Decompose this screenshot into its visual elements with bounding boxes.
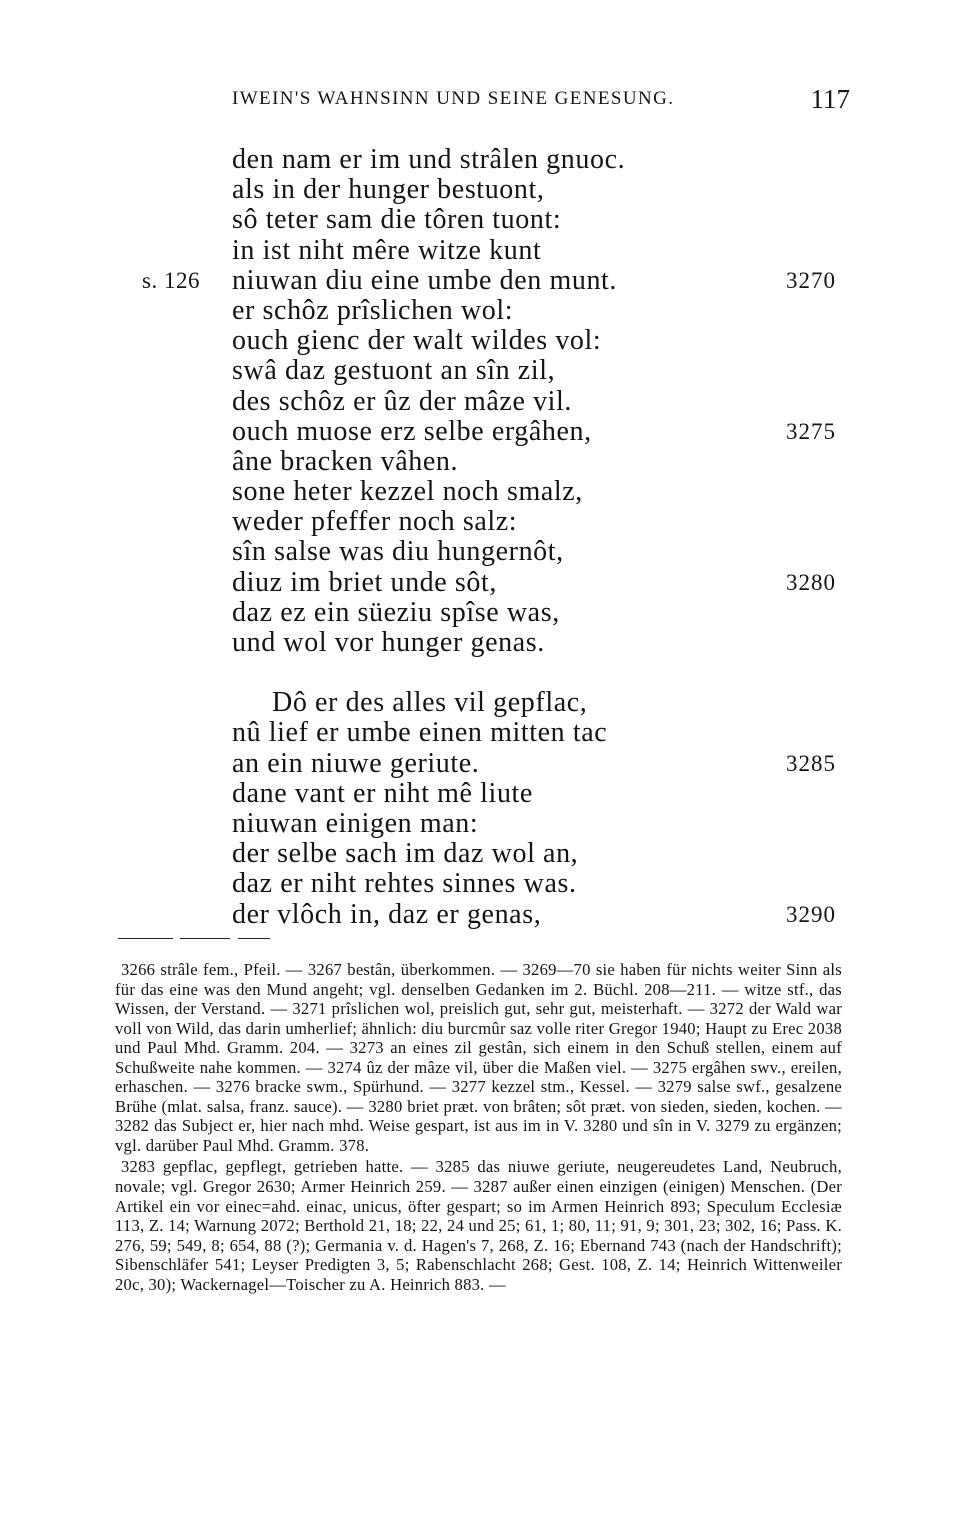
verse-line: an ein niuwe geriute. 3285 xyxy=(232,747,836,779)
verse-line: ouch muose erz selbe ergâhen, 3275 xyxy=(232,415,836,447)
line-number: 3270 xyxy=(786,267,836,293)
verse-text xyxy=(142,144,852,930)
verse-line: er schôz prîslichen wol: xyxy=(232,294,514,326)
verse-line: weder pfeffer noch salz: xyxy=(232,506,518,538)
verse-line: s. 126 niuwan diu eine umbe den munt. 3270 xyxy=(142,264,836,296)
verse-line: daz er niht rehtes sinnes was. xyxy=(232,868,577,900)
note-paragraph: 3283 gepflac, gepflegt, getrieben hatte. — 3285 das niuwe geriute, neugereudetes Land, Neubruch, novale; vgl. Gregor 2630; Armer Heinrich 259. — 3287 außer einen einzigen (einigen) Menschen. (Der Artikel ein vor einec=ahd. einac, unicus, öfter gespart; so im Armen Heinrich 893; Speculum Ecclesiæ 113, Z. 14; Warnung 2072; Berthold 21, 18; 22, 24 und 25; 61, 1; 80, 11; 91, 9; 301, 23; 302, 16; Pass. K. 276, 59; 549, 8; 654, 88 (?); Germania v. d. Hagen's 7, 268, Z. 16; Ebernand 743 (nach der Handschrift); Sibenschläfer 541; Leyser Predigten 3, 5; Rabenschlacht 268; Gest. 108, Z. 14; Heinrich Wittenweiler 20c, 30); Wackernagel—Toischer zu A. Heinrich 883. — xyxy=(115,1157,842,1294)
line-number: 3285 xyxy=(786,750,836,776)
verse-line: âne bracken vâhen. xyxy=(232,445,459,477)
verse-line: swâ daz gestuont an sîn zil, xyxy=(232,355,556,387)
page-header xyxy=(232,86,852,120)
verse-line: der vlôch in, daz er genas, 3290 xyxy=(232,898,836,930)
page-reference: s. 126 xyxy=(142,267,200,293)
line-number: 3280 xyxy=(786,569,836,595)
verse-line: dane vant er niht mê liute xyxy=(232,777,533,809)
verse-line: sîn salse was diu hungernôt, xyxy=(232,536,564,568)
note-paragraph: 3266 strâle fem., Pfeil. — 3267 bestân, überkommen. — 3269—70 sie haben für nichts weiter Sinn als für das eine was den Mund angeht; vgl. denselben Gedanken im 2. Büchl. 208—211. — witze stf., das Wissen, der Verstand. — 3271 prîslichen wol, preislich gut, sehr gut, meisterhaft. — 3272 der Wald war voll von Wild, das darin umherlief; ähnlich: diu burcmûr saz volle riter Gregor 1940; Haupt zu Erec 2038 und Paul Mhd. Gramm. 204. — 3273 an eines zil gestân, sich einem in den Schuß stellen, einem auf Schußweite nahe kommen. — 3274 ûz der mâze vil, über die Maßen viel. — 3275 ergâhen swv., ereilen, erhaschen. — 3276 bracke swm., Spürhund. — 3277 kezzel stm., Kessel. — 3279 salse swf., gesalzene Brühe (mlat. salsa, franz. sauce). — 3280 briet præt. von brâten; sôt præt. von sieden, sieden, kochen. — 3282 das Subject er, hier nach mhd. Weise gespart, ist aus im in V. 3280 und sîn in V. 3279 zu ergänzen; vgl. darüber Paul Mhd. Gramm. 378. xyxy=(115,960,842,1155)
verse-line: der selbe sach im daz wol an, xyxy=(232,838,579,870)
verse-line: ouch gienc der walt wildes vol: xyxy=(232,325,602,357)
verse-line: diuz im briet unde sôt, 3280 xyxy=(232,566,836,598)
verse-line: als in der hunger bestuont, xyxy=(232,174,545,206)
verse-line: und wol vor hunger genas. xyxy=(232,627,545,658)
verse-line: nû lief er umbe einen mitten tac xyxy=(232,717,608,749)
line-number: 3275 xyxy=(786,418,836,444)
verse-line: Dô er des alles vil gepflac, xyxy=(272,687,588,719)
line-number: 3290 xyxy=(786,901,836,927)
verse-line: sô teter sam die tôren tuont: xyxy=(232,204,562,236)
verse-line: daz ez ein süeziu spîse was, xyxy=(232,596,560,628)
commentary-notes xyxy=(115,960,842,1294)
verse-line: niuwan einigen man: xyxy=(232,807,479,839)
verse-line: des schôz er ûz der mâze vil. xyxy=(232,385,573,417)
verse-line: in ist niht mêre witze kunt xyxy=(232,234,542,266)
running-head: IWEIN'S WAHNSINN UND SEINE GENESUNG. xyxy=(232,88,675,109)
page-number: 117 xyxy=(810,84,850,114)
verse-line: den nam er im und strâlen gnuoc. xyxy=(232,144,626,175)
verse-line: sone heter kezzel noch smalz, xyxy=(232,476,583,508)
footnote-divider xyxy=(118,938,270,939)
